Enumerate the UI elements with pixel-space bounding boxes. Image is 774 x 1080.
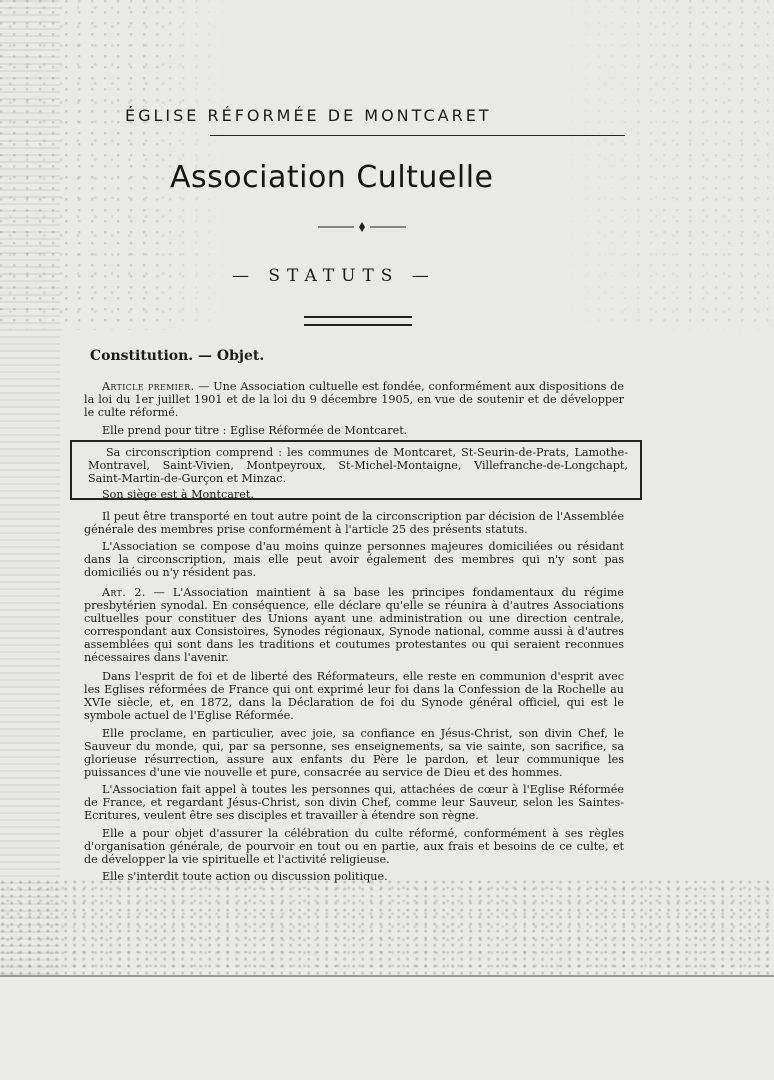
statuts-heading: — STATUTS — bbox=[232, 266, 436, 286]
paragraph-appel: L'Association fait appel à toutes les personnes qui, attachées de cœur à l'Eglise Réformée de France, et regardant Jésus-Christ, son divin Chef, comme leur Sauveur, selon les Saintes-Ecritures, veulent être ses disciples et travailler à étendre son règne. bbox=[84, 783, 624, 822]
article-1-label: Article premier. bbox=[102, 380, 195, 393]
paragraph-titre: Elle prend pour titre : Eglise Réformée de Montcaret. bbox=[102, 424, 408, 437]
church-title: ÉGLISE RÉFORMÉE DE MONTCARET bbox=[125, 106, 492, 125]
scan-bottom-margin bbox=[0, 977, 774, 1080]
paragraph-composition: L'Association se compose d'au moins quinze personnes majeures domiciliées ou résidant dans la circonscription, mais elle peut avoir également des membres qui n'y sont pas domiciliés ou n'y résident pas. bbox=[84, 540, 624, 579]
paragraph-circonscription: Sa circonscription comprend : les communes de Montcaret, St-Seurin-de-Prats, Lamothe-Montravel, Saint-Vivien, Montpeyroux, St-Michel-Montaigne, Villefranche-de-Longchapt, Saint-Martin-de-Gurçon et Minzac. bbox=[88, 446, 628, 485]
ornament-divider-icon bbox=[318, 221, 406, 233]
paragraph-confession: Dans l'esprit de foi et de liberté des Réformateurs, elle reste en communion d'esprit avec les Eglises réformées de France qui ont exprimé leur foi dans la Confession de la Rochelle au XVIe siècle, et, en 1872, dans la Déclaration de foi du Synode général officiel, qui est le symbole actuel de l'Eglise Réformée. bbox=[84, 670, 624, 722]
double-rule bbox=[304, 316, 412, 326]
paragraph-interdit: Elle s'interdit toute action ou discussion politique. bbox=[102, 870, 388, 883]
main-title: Association Cultuelle bbox=[170, 160, 494, 195]
paragraph-transfert: Il peut être transporté en tout autre point de la circonscription par décision de l'Assemblée générale des membres prise conformément à l'article 25 des présents statuts. bbox=[84, 510, 624, 536]
paragraph-objet: Elle a pour objet d'assurer la célébration du culte réformé, conformément à ses règles d'organisation générale, de pourvoir en tout ou en partie, aux frais et besoins de ce culte, et de développer la vie spirituelle et l'activité religieuse. bbox=[84, 827, 624, 866]
article-1 bbox=[84, 380, 624, 419]
paragraph-siege: Son siège est à Montcaret. bbox=[102, 488, 254, 501]
article-1-text: — Une Association cultuelle est fondée, conformément aux dispositions de la loi du 1er juillet 1901 et de la loi du 9 décembre 1905, en vue de soutenir et de développer le culte réformé. bbox=[84, 380, 625, 419]
section-heading: Constitution. — Objet. bbox=[90, 348, 265, 364]
article-2-text: — L'Association maintient à sa base les principes fondamentaux du régime presbytérien synodal. En conséquence, elle déclare qu'elle se réunira à d'autres Associations cultuelles pour constituer des Unions ayant une administration ou une direction centrale, correspondant aux Consistoires, Synodes régionaux, Synode national, comme aussi à d'autres assemblées qui sont dans les traditions et coutumes protestantes ou qui seraient reconnues nécessaires dans l'avenir. bbox=[84, 586, 624, 664]
article-2 bbox=[84, 586, 624, 664]
paragraph-proclame: Elle proclame, en particulier, avec joie, sa confiance en Jésus-Christ, son divin Chef, le Sauveur du monde, qui, par sa personne, ses enseignements, sa vie sainte, son sacrifice, sa glorieuse résurrection, assure aux enfants du Père le pardon, et leur communique les puissances d'une vie nouvelle et pure, consacrée au service de Dieu et des hommes. bbox=[84, 727, 624, 779]
title-rule bbox=[210, 135, 625, 136]
article-2-label: Art. 2. bbox=[102, 586, 146, 599]
